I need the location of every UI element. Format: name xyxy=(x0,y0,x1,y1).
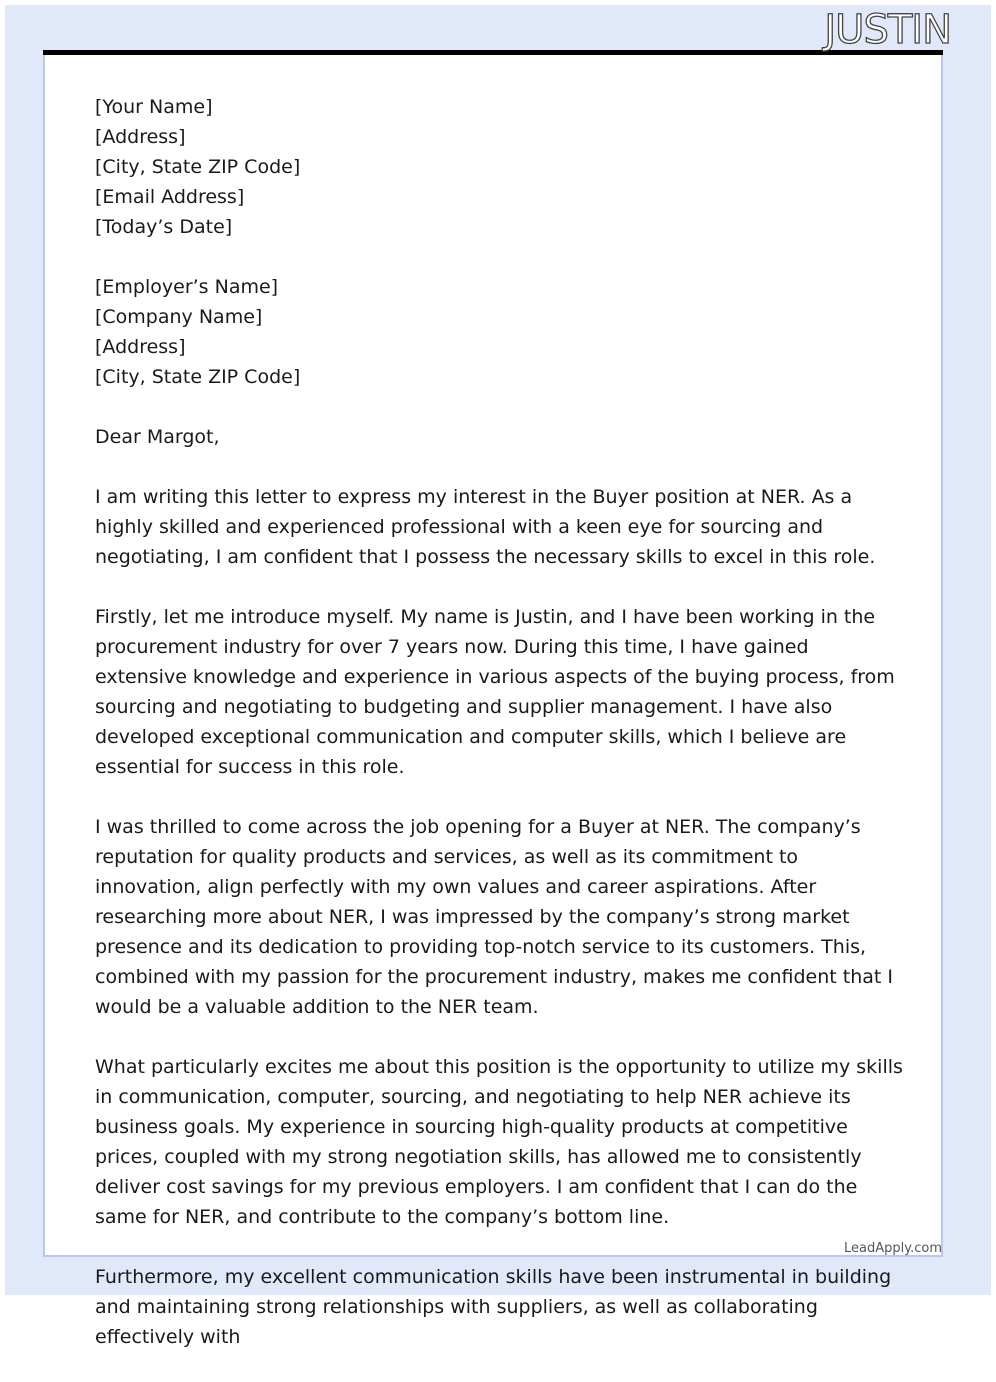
recipient-street: [Address] xyxy=(95,336,186,358)
recipient-address xyxy=(95,272,905,392)
body-paragraph xyxy=(95,482,905,572)
sender-address xyxy=(95,92,905,242)
paragraph-text: I was thrilled to come across the job opening for a Buyer at NER. The company’s reputation for quality products and services, as well as its commitment to innovation, align perfectly with my own values and career aspirations. After researching more about NER, I was impressed by the company’s strong market presence and its dedication to providing top-notch service to its customers. This, combined with my passion for the procurement industry, makes me confident that I would be a valuable addition to the NER team. xyxy=(95,816,893,1018)
paragraph-text: Firstly, let me introduce myself. My name is Justin, and I have been working in the procurement industry for over 7 years now. During this time, I have gained extensive knowledge and experience in various aspects of the buying process, from sourcing and negotiating to budgeting and supplier management. I have also developed exceptional communication and computer skills, which I believe are essential for success in this role. xyxy=(95,606,895,778)
paragraph-text: Furthermore, my excellent communication skills have been instrumental in building and maintaining strong relationships with suppliers, as well as collaborating effectively with xyxy=(95,1266,892,1348)
brand-name: JUSTIN xyxy=(824,7,951,53)
recipient-city: [City, State ZIP Code] xyxy=(95,366,301,388)
cover-letter xyxy=(95,92,905,1382)
watermark: LeadApply.com xyxy=(844,1241,942,1256)
paragraph-text: What particularly excites me about this position is the opportunity to utilize my skills in communication, computer, sourcing, and negotiating to help NER achieve its business goals. My experience in sourcing high-quality products at competitive prices, coupled with my strong negotiation skills, has allowed me to consistently deliver cost savings for my previous employers. I am confident that I can do the same for NER, and contribute to the company’s bottom line. xyxy=(95,1056,903,1228)
sender-name: [Your Name] xyxy=(95,96,213,118)
employer-name: [Employer’s Name] xyxy=(95,276,279,298)
body-paragraph xyxy=(95,1052,905,1232)
sender-city: [City, State ZIP Code] xyxy=(95,156,301,178)
sender-email: [Email Address] xyxy=(95,186,245,208)
sender-street: [Address] xyxy=(95,126,186,148)
paragraph-text: I am writing this letter to express my interest in the Buyer position at NER. As a highly skilled and experienced professional with a keen eye for sourcing and negotiating, I am confident that I possess the necessary skills to excel in this role. xyxy=(95,486,876,568)
body-paragraph xyxy=(95,812,905,1022)
body-paragraph xyxy=(95,602,905,782)
salutation: Dear Margot, xyxy=(95,426,220,448)
letter-date: [Today’s Date] xyxy=(95,216,233,238)
company-name: [Company Name] xyxy=(95,306,263,328)
body-paragraph xyxy=(95,1262,905,1352)
